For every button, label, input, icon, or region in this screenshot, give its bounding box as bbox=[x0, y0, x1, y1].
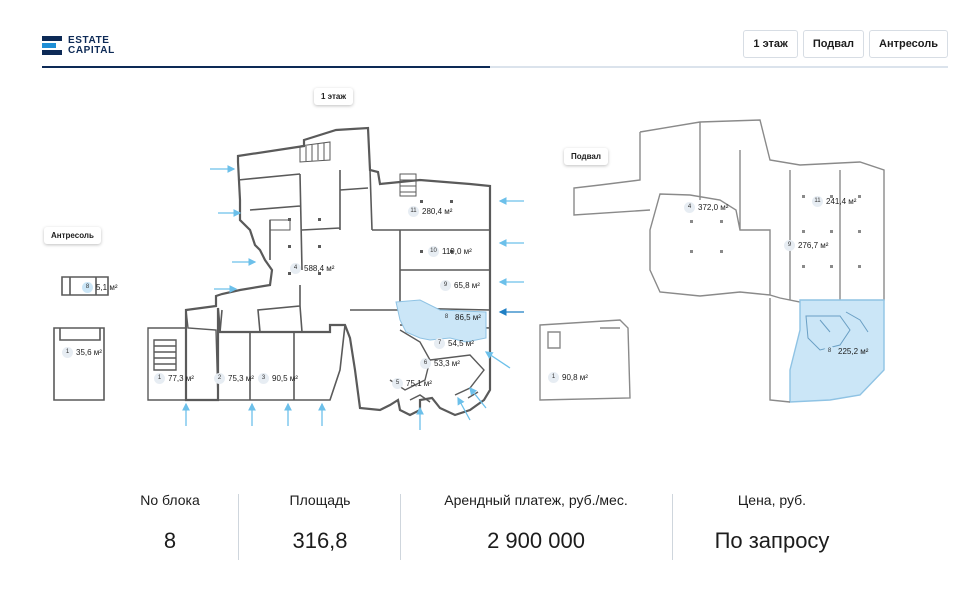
unit-floor1-2[interactable] bbox=[214, 373, 254, 384]
unit-floor1-7[interactable] bbox=[434, 338, 474, 349]
floor1-plan bbox=[186, 128, 490, 415]
logo-text bbox=[68, 36, 115, 56]
unit-number: 1 bbox=[62, 347, 73, 358]
logo-line1: ESTATE bbox=[68, 35, 110, 46]
logo-line2: CAPITAL bbox=[68, 45, 115, 56]
stat-area bbox=[250, 492, 390, 554]
unit-area: 65,8 м² bbox=[454, 281, 480, 290]
unit-area: 276,7 м² bbox=[798, 241, 829, 250]
stat-label: Площадь bbox=[289, 492, 351, 508]
unit-number: 7 bbox=[434, 338, 445, 349]
plan-title-mezzanine: Антресоль bbox=[44, 227, 101, 244]
unit-area: 90,8 м² bbox=[562, 373, 588, 382]
plan-title-floor1: 1 этаж bbox=[314, 88, 353, 105]
unit-number: 10 bbox=[428, 246, 439, 257]
unit-number: 9 bbox=[784, 240, 795, 251]
stat-value: 8 bbox=[163, 528, 177, 553]
unit-area: 280,4 м² bbox=[422, 207, 453, 216]
stat-value: По запросу bbox=[714, 528, 830, 553]
unit-stats bbox=[0, 480, 980, 570]
unit-number: 11 bbox=[812, 196, 823, 207]
stat-value: 2 900 000 bbox=[487, 528, 585, 553]
unit-area: 5,1 м² bbox=[96, 283, 118, 292]
unit-area: 588,4 м² bbox=[304, 264, 335, 273]
plan-title-basement: Подвал bbox=[564, 148, 608, 165]
unit-basement-4[interactable] bbox=[684, 202, 728, 213]
unit-floor1-6[interactable] bbox=[420, 358, 460, 369]
unit-floor1-4[interactable] bbox=[290, 263, 334, 274]
unit-area: 54,5 м² bbox=[448, 339, 474, 348]
unit-floor1-1[interactable] bbox=[154, 373, 194, 384]
unit-area: 53,3 м² bbox=[434, 359, 460, 368]
unit-number: 2 bbox=[214, 373, 225, 384]
unit-floor1-5[interactable] bbox=[392, 378, 432, 389]
unit-floor1-11[interactable] bbox=[408, 206, 452, 217]
unit-basement-8-selected[interactable] bbox=[824, 346, 868, 357]
floor-plans-area bbox=[0, 70, 980, 440]
unit-number: 8 bbox=[82, 282, 93, 293]
tab-basement[interactable]: Подвал bbox=[803, 30, 864, 58]
logo-icon bbox=[42, 36, 62, 56]
header-divider bbox=[42, 66, 948, 68]
unit-area: 225,2 м² bbox=[838, 347, 869, 356]
logo[interactable] bbox=[42, 36, 115, 56]
unit-number: 8 bbox=[441, 312, 452, 323]
tab-floor1[interactable]: 1 этаж bbox=[743, 30, 797, 58]
floor-tabs bbox=[743, 30, 948, 58]
stat-block-number bbox=[110, 492, 230, 554]
unit-number: 4 bbox=[290, 263, 301, 274]
unit-floor1-9[interactable] bbox=[440, 280, 480, 291]
unit-basement-11[interactable] bbox=[812, 196, 856, 207]
unit-number: 1 bbox=[548, 372, 559, 383]
unit-floor1-3[interactable] bbox=[258, 373, 298, 384]
stat-price bbox=[682, 492, 862, 554]
unit-mezzanine-8[interactable] bbox=[82, 282, 118, 293]
stat-rent bbox=[410, 492, 662, 554]
stat-label: Цена, руб. bbox=[737, 492, 807, 508]
unit-number: 9 bbox=[440, 280, 451, 291]
unit-number: 11 bbox=[408, 206, 419, 217]
stat-label: No блока bbox=[140, 492, 200, 508]
stat-label: Арендный платеж, руб./мес. bbox=[444, 492, 628, 508]
tab-mezzanine[interactable]: Антресоль bbox=[869, 30, 948, 58]
unit-number: 1 bbox=[154, 373, 165, 384]
header bbox=[0, 0, 980, 70]
unit-area: 75,1 м² bbox=[406, 379, 432, 388]
unit-floor1-8-selected[interactable] bbox=[441, 312, 481, 323]
stat-divider bbox=[400, 494, 401, 560]
entrance-arrows bbox=[186, 169, 524, 430]
unit-area: 75,3 м² bbox=[228, 374, 254, 383]
unit-area: 77,3 м² bbox=[168, 374, 194, 383]
floor-plans-drawing bbox=[0, 70, 980, 440]
unit-number: 5 bbox=[392, 378, 403, 389]
unit-area: 35,6 м² bbox=[76, 348, 102, 357]
unit-basement-1[interactable] bbox=[548, 372, 588, 383]
stat-value: 316,8 bbox=[292, 528, 348, 553]
unit-number: 8 bbox=[824, 346, 835, 357]
unit-number: 4 bbox=[684, 202, 695, 213]
unit-area: 241,4 м² bbox=[826, 197, 857, 206]
unit-area: 90,5 м² bbox=[272, 374, 298, 383]
unit-area: 86,5 м² bbox=[455, 313, 481, 322]
unit-area: 372,0 м² bbox=[698, 203, 729, 212]
unit-number: 3 bbox=[258, 373, 269, 384]
unit-mezzanine-1[interactable] bbox=[62, 347, 102, 358]
unit-area: 119,0 м² bbox=[442, 247, 472, 256]
unit-number: 6 bbox=[420, 358, 431, 369]
unit-basement-9[interactable] bbox=[784, 240, 828, 251]
unit-floor1-10[interactable] bbox=[428, 246, 472, 257]
stat-divider bbox=[672, 494, 673, 560]
stat-divider bbox=[238, 494, 239, 560]
